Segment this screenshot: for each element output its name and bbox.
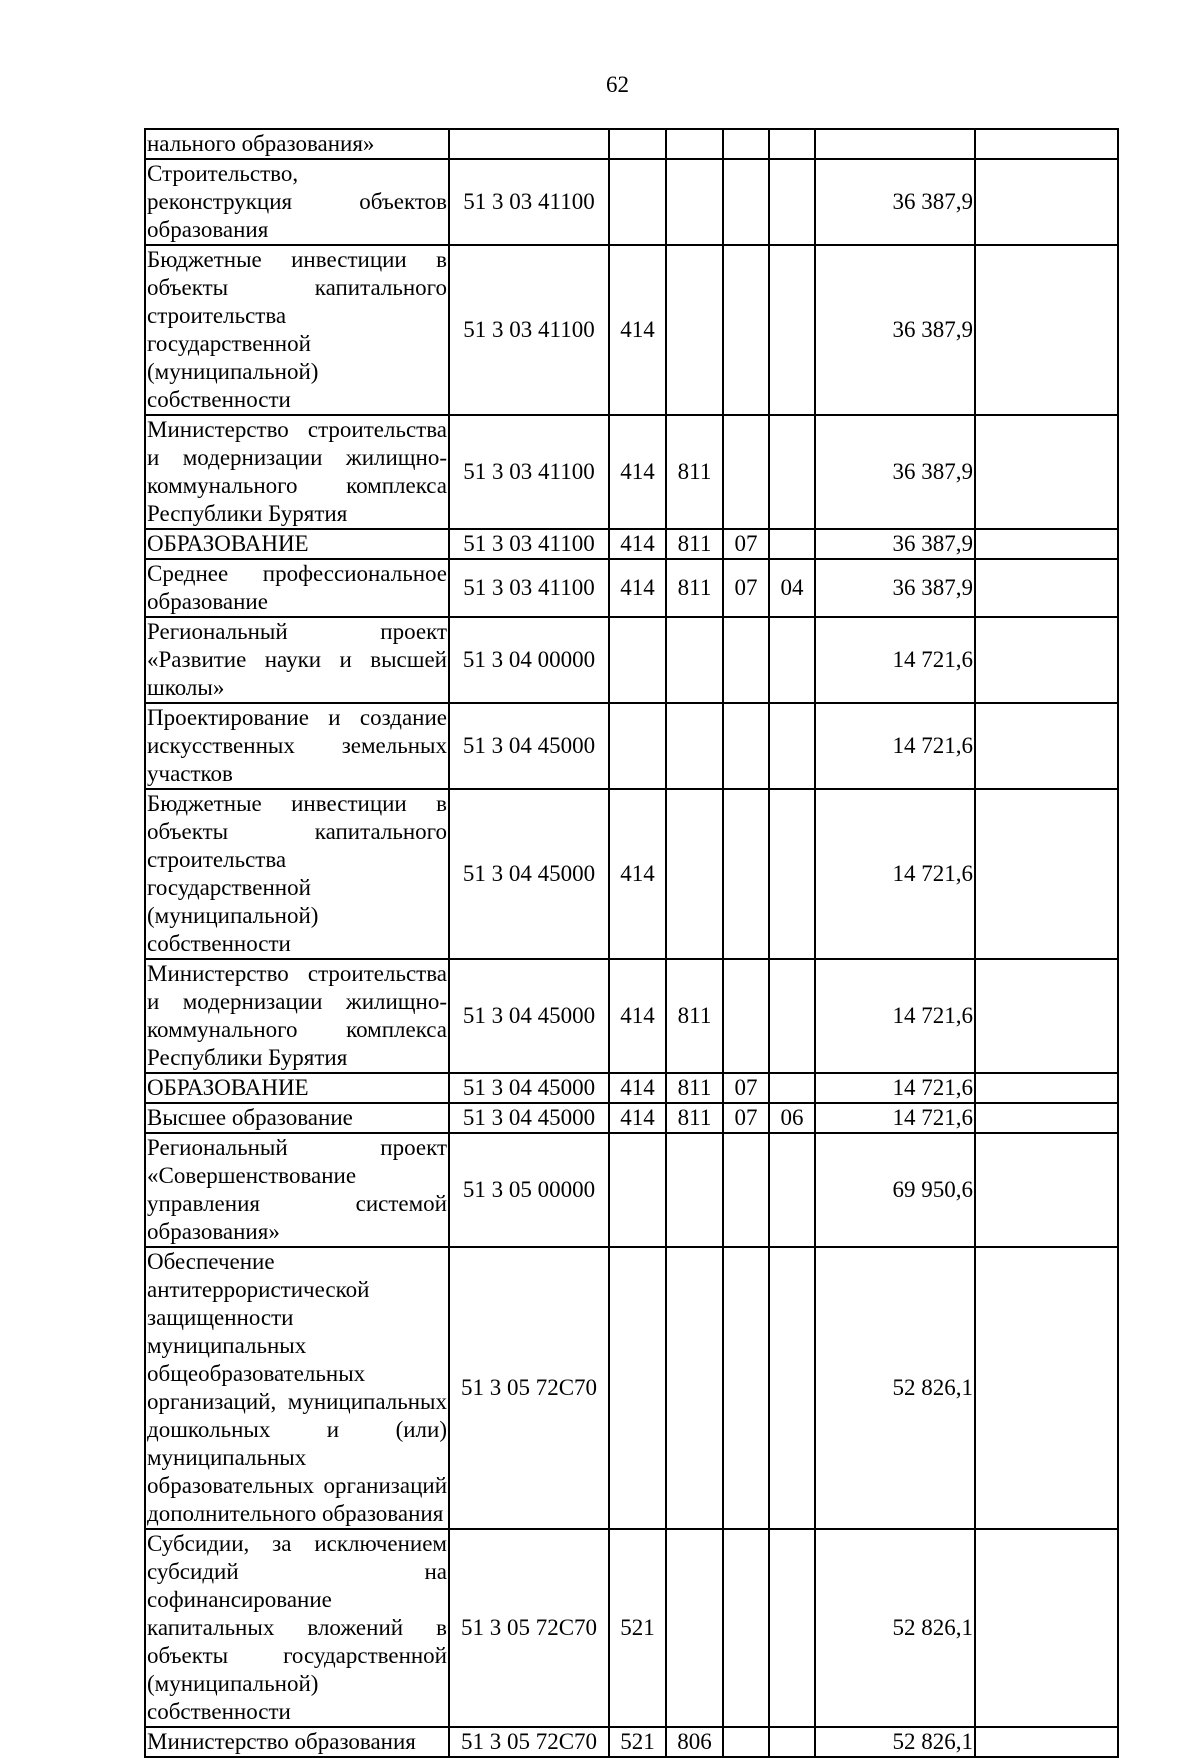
row-amount-cell: 36 387,9 [815, 529, 975, 559]
row-extra-cell [975, 959, 1118, 1073]
table-row [145, 703, 1118, 789]
row-expense-type-cell [609, 703, 666, 789]
row-subsection-cell [769, 529, 815, 559]
row-ministry-code-cell: 811 [666, 415, 723, 529]
row-target-code-cell: 51 3 03 41100 [449, 415, 609, 529]
row-subsection-cell [769, 1073, 815, 1103]
row-name-cell: Министерство строительства и модернизации жилищно-коммунального комплекса Республики Бурятия [145, 415, 449, 529]
table-row [145, 1103, 1118, 1133]
row-name-cell: ОБРАЗОВАНИЕ [145, 1073, 449, 1103]
row-expense-type-cell [609, 1247, 666, 1529]
row-subsection-cell [769, 1529, 815, 1727]
row-section-cell [723, 1133, 769, 1247]
table-row [145, 617, 1118, 703]
row-extra-cell [975, 245, 1118, 415]
row-extra-cell [975, 703, 1118, 789]
row-target-code-cell: 51 3 03 41100 [449, 245, 609, 415]
row-amount-cell: 14 721,6 [815, 789, 975, 959]
table-row [145, 129, 1118, 159]
row-amount-cell: 52 826,1 [815, 1529, 975, 1727]
row-target-code-cell: 51 3 03 41100 [449, 559, 609, 617]
row-target-code-cell: 51 3 04 45000 [449, 703, 609, 789]
row-extra-cell [975, 1247, 1118, 1529]
row-expense-type-cell: 414 [609, 529, 666, 559]
row-name-cell: Субсидии, за исключением субсидий на софинансирование капитальных вложений в объекты государственной (муниципальной) собственности [145, 1529, 449, 1727]
row-section-cell [723, 789, 769, 959]
table-body [145, 129, 1118, 1757]
row-extra-cell [975, 1103, 1118, 1133]
row-name-cell: Региональный проект «Развитие науки и высшей школы» [145, 617, 449, 703]
row-subsection-cell [769, 415, 815, 529]
row-section-cell [723, 617, 769, 703]
row-extra-cell [975, 129, 1118, 159]
row-name-cell: Проектирование и создание искусственных земельных участков [145, 703, 449, 789]
row-expense-type-cell: 414 [609, 1073, 666, 1103]
row-amount-cell: 14 721,6 [815, 617, 975, 703]
row-extra-cell [975, 789, 1118, 959]
table-row [145, 1529, 1118, 1727]
row-name-cell: Высшее образование [145, 1103, 449, 1133]
row-subsection-cell [769, 1727, 815, 1757]
row-target-code-cell: 51 3 04 45000 [449, 1073, 609, 1103]
row-expense-type-cell: 414 [609, 415, 666, 529]
row-subsection-cell: 04 [769, 559, 815, 617]
row-extra-cell [975, 1727, 1118, 1757]
row-extra-cell [975, 1073, 1118, 1103]
row-target-code-cell: 51 3 03 41100 [449, 529, 609, 559]
row-section-cell [723, 159, 769, 245]
row-amount-cell: 14 721,6 [815, 1103, 975, 1133]
row-subsection-cell [769, 245, 815, 415]
row-target-code-cell: 51 3 04 45000 [449, 789, 609, 959]
row-target-code-cell: 51 3 05 72С70 [449, 1247, 609, 1529]
row-extra-cell [975, 1529, 1118, 1727]
budget-table [144, 128, 1119, 1758]
row-ministry-code-cell [666, 617, 723, 703]
row-name-cell: ОБРАЗОВАНИЕ [145, 529, 449, 559]
row-name-cell: Строительство, реконструкция объектов образования [145, 159, 449, 245]
row-subsection-cell [769, 959, 815, 1073]
row-name-cell: Среднее профессиональное образование [145, 559, 449, 617]
row-section-cell [723, 959, 769, 1073]
table-row [145, 959, 1118, 1073]
row-section-cell: 07 [723, 529, 769, 559]
row-ministry-code-cell: 811 [666, 1073, 723, 1103]
row-amount-cell: 52 826,1 [815, 1727, 975, 1757]
row-subsection-cell [769, 129, 815, 159]
row-ministry-code-cell [666, 129, 723, 159]
row-expense-type-cell: 414 [609, 1103, 666, 1133]
row-extra-cell [975, 617, 1118, 703]
row-ministry-code-cell [666, 1247, 723, 1529]
table-row [145, 1247, 1118, 1529]
row-subsection-cell [769, 1133, 815, 1247]
row-section-cell [723, 1529, 769, 1727]
row-section-cell: 07 [723, 1103, 769, 1133]
row-extra-cell [975, 559, 1118, 617]
row-target-code-cell: 51 3 05 72С70 [449, 1529, 609, 1727]
row-amount-cell [815, 129, 975, 159]
row-ministry-code-cell: 811 [666, 559, 723, 617]
row-target-code-cell: 51 3 04 00000 [449, 617, 609, 703]
row-subsection-cell [769, 1247, 815, 1529]
row-subsection-cell [769, 159, 815, 245]
row-target-code-cell [449, 129, 609, 159]
row-amount-cell: 69 950,6 [815, 1133, 975, 1247]
table-row [145, 559, 1118, 617]
row-ministry-code-cell [666, 245, 723, 415]
row-subsection-cell [769, 789, 815, 959]
row-amount-cell: 36 387,9 [815, 415, 975, 529]
row-section-cell [723, 245, 769, 415]
row-name-cell: нального образования» [145, 129, 449, 159]
row-expense-type-cell: 414 [609, 559, 666, 617]
row-ministry-code-cell [666, 703, 723, 789]
row-extra-cell [975, 415, 1118, 529]
row-subsection-cell [769, 703, 815, 789]
row-section-cell [723, 129, 769, 159]
row-amount-cell: 14 721,6 [815, 1073, 975, 1103]
row-expense-type-cell [609, 129, 666, 159]
row-section-cell [723, 415, 769, 529]
row-expense-type-cell [609, 159, 666, 245]
row-ministry-code-cell: 811 [666, 529, 723, 559]
row-amount-cell: 52 826,1 [815, 1247, 975, 1529]
row-amount-cell: 36 387,9 [815, 559, 975, 617]
row-section-cell [723, 1247, 769, 1529]
row-extra-cell [975, 159, 1118, 245]
row-ministry-code-cell: 811 [666, 1103, 723, 1133]
row-name-cell: Министерство строительства и модернизации жилищно-коммунального комплекса Республики Бурятия [145, 959, 449, 1073]
page-number: 62 [606, 72, 629, 97]
row-expense-type-cell [609, 1133, 666, 1247]
row-name-cell: Региональный проект «Совершенствование управления системой образования» [145, 1133, 449, 1247]
table-row [145, 1073, 1118, 1103]
row-target-code-cell: 51 3 05 72С70 [449, 1727, 609, 1757]
row-ministry-code-cell [666, 789, 723, 959]
row-amount-cell: 36 387,9 [815, 245, 975, 415]
row-name-cell: Бюджетные инвестиции в объекты капитального строительства государственной (муниципальной) собственности [145, 245, 449, 415]
row-extra-cell [975, 529, 1118, 559]
table-row [145, 789, 1118, 959]
row-section-cell: 07 [723, 1073, 769, 1103]
row-expense-type-cell: 521 [609, 1529, 666, 1727]
table-row [145, 1133, 1118, 1247]
row-subsection-cell [769, 617, 815, 703]
table-row [145, 159, 1118, 245]
table-row [145, 529, 1118, 559]
table-row [145, 1727, 1118, 1757]
row-target-code-cell: 51 3 03 41100 [449, 159, 609, 245]
row-ministry-code-cell: 806 [666, 1727, 723, 1757]
row-expense-type-cell: 414 [609, 959, 666, 1073]
row-expense-type-cell: 414 [609, 245, 666, 415]
row-name-cell: Министерство образования [145, 1727, 449, 1757]
row-section-cell [723, 1727, 769, 1757]
row-extra-cell [975, 1133, 1118, 1247]
row-ministry-code-cell [666, 1133, 723, 1247]
row-target-code-cell: 51 3 04 45000 [449, 959, 609, 1073]
row-target-code-cell: 51 3 04 45000 [449, 1103, 609, 1133]
row-amount-cell: 14 721,6 [815, 703, 975, 789]
row-ministry-code-cell [666, 1529, 723, 1727]
row-name-cell: Бюджетные инвестиции в объекты капитального строительства государственной (муниципальной) собственности [145, 789, 449, 959]
row-ministry-code-cell: 811 [666, 959, 723, 1073]
row-amount-cell: 36 387,9 [815, 159, 975, 245]
table-row [145, 245, 1118, 415]
row-ministry-code-cell [666, 159, 723, 245]
row-expense-type-cell [609, 617, 666, 703]
row-section-cell: 07 [723, 559, 769, 617]
row-section-cell [723, 703, 769, 789]
row-subsection-cell: 06 [769, 1103, 815, 1133]
row-amount-cell: 14 721,6 [815, 959, 975, 1073]
row-target-code-cell: 51 3 05 00000 [449, 1133, 609, 1247]
row-name-cell: Обеспечение антитеррористической защищенности муниципальных общеобразовательных организаций, муниципальных дошкольных и (или) муниципальных образовательных организаций дополнительного образования [145, 1247, 449, 1529]
table-row [145, 415, 1118, 529]
row-expense-type-cell: 414 [609, 789, 666, 959]
row-expense-type-cell: 521 [609, 1727, 666, 1757]
